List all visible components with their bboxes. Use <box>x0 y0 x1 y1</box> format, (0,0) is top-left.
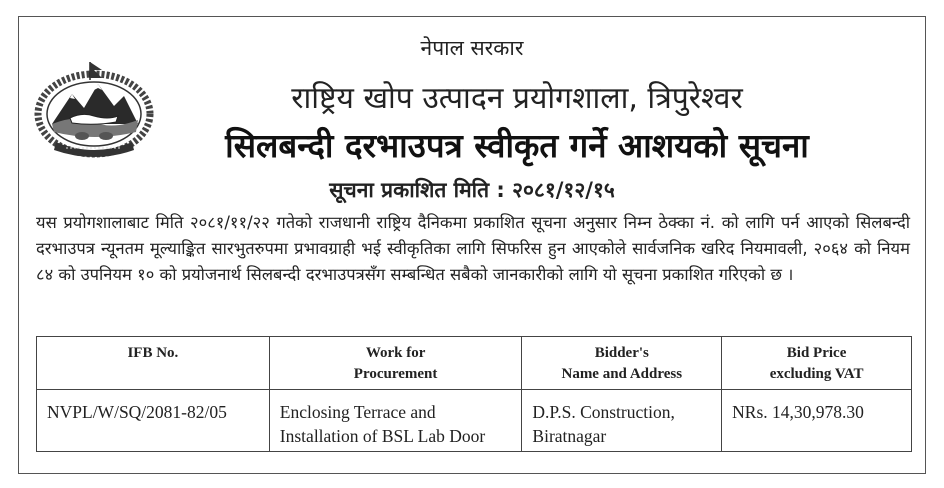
table-row <box>37 390 912 452</box>
cell-line: D.P.S. Construction, <box>532 402 675 422</box>
header-line: Bid Price <box>786 345 847 361</box>
header-line: Procurement <box>353 366 438 382</box>
organization-name: राष्ट्रिय खोप उत्पादन प्रयोगशाला, त्रिपुरेश्वर <box>291 81 743 116</box>
notice-title: सिलबन्दी दरभाउपत्र स्वीकृत गर्ने आशयको सूचना <box>225 126 809 165</box>
cell-line: Installation of BSL Lab Door <box>279 426 486 446</box>
notice-paragraph: यस प्रयोगशालाबाट मिति २०८१/११/२२ गतेको राजधानी राष्ट्रिय दैनिकमा प्रकाशित सूचना अनुसार निम्न ठेक्का नं. को लागि पर्न आएको सिलबन्दी दरभाउपत्र न्यूनतम मूल्याङ्कित सारभुतरुपमा प्रभावग्राही भई स्वीकृतिका लागि सिफरिस हुन आएकोले सार्वजनिक खरिद नियमावली, २०६४ को नियम ८४ को उपनियम १० को प्रयोजनार्थ सिलबन्दी दरभाउपत्रसँग सम्बन्धित सबैको जानकारीको लागि यो सूचना प्रकाशित गरिएको छ । <box>36 213 910 284</box>
cell-price: NRs. 14,30,978.30 <box>722 390 912 452</box>
header-line: Work for <box>365 345 426 361</box>
government-heading: नेपाल सरकार <box>420 36 524 60</box>
header-line: excluding VAT <box>769 366 864 382</box>
header-line: Name and Address <box>561 366 683 382</box>
publish-date: सूचना प्रकाशित मिति : २०८१/१२/१५ <box>329 178 615 202</box>
nepal-emblem-icon <box>32 58 156 162</box>
header-work <box>269 337 522 390</box>
cell-ifb-no: NVPL/W/SQ/2081-82/05 <box>37 390 270 452</box>
header-ifb-no <box>37 337 270 390</box>
cell-line: Enclosing Terrace and <box>279 402 436 422</box>
cell-work <box>269 390 522 452</box>
header-line: IFB No. <box>127 345 179 361</box>
header-line: Bidder's <box>594 345 649 361</box>
header-price <box>722 337 912 390</box>
header-bidder <box>522 337 722 390</box>
award-table <box>36 336 912 452</box>
cell-bidder <box>522 390 722 452</box>
table-header-row <box>37 337 912 390</box>
cell-line: Biratnagar <box>532 426 607 446</box>
